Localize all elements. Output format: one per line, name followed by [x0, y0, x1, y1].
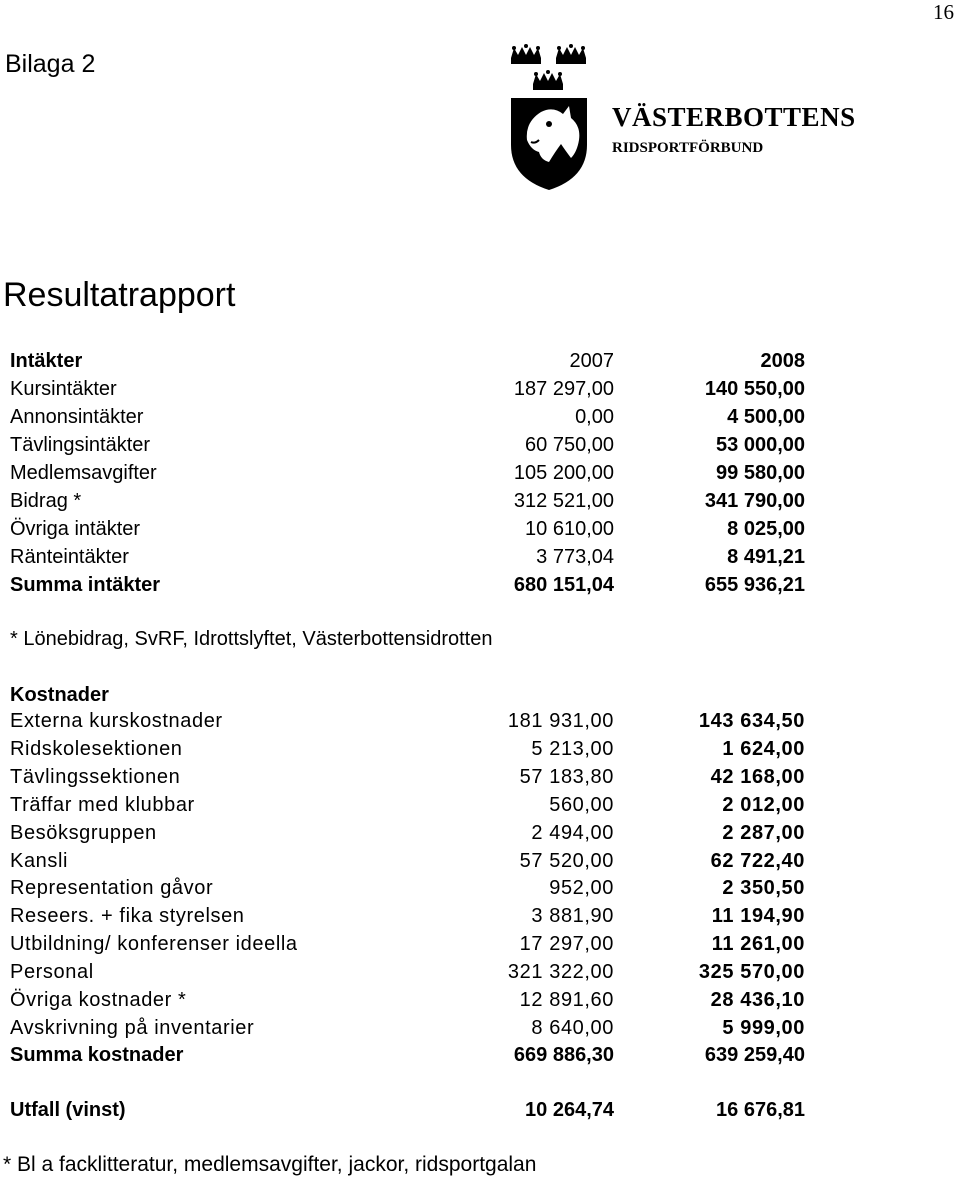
result-2007: 10 264,74	[525, 1099, 614, 1121]
value-2007: 10 610,00	[525, 518, 614, 540]
value-2007: 3 881,90	[531, 905, 614, 928]
costs-total-2007: 669 886,30	[513, 1044, 614, 1066]
value-2008: 325 570,00	[698, 961, 805, 984]
value-2007: 181 931,00	[507, 710, 614, 732]
costs-total-label: Summa kostnader	[10, 1044, 184, 1066]
row-label: Övriga intäkter	[10, 518, 141, 540]
appendix-label: Bilaga 2	[5, 50, 96, 78]
costs-heading: Kostnader	[10, 684, 109, 706]
crowns-and-horse-shield-icon	[505, 40, 615, 200]
value-2007: 60 750,00	[525, 434, 614, 456]
value-2007: 560,00	[549, 793, 614, 816]
table-row	[10, 850, 810, 878]
value-2008: 2 350,50	[722, 877, 805, 900]
row-label: Kursintäkter	[10, 378, 117, 400]
row-label: Avskrivning på inventarier	[10, 1016, 255, 1039]
value-2008: 341 790,00	[704, 490, 805, 512]
value-2007: 12 891,60	[519, 989, 614, 1011]
table-row	[10, 1017, 810, 1045]
row-label: Representation gåvor	[10, 877, 214, 900]
value-2008: 53 000,00	[716, 434, 805, 456]
result-row	[10, 1099, 810, 1127]
value-2007: 3 773,04	[536, 546, 614, 568]
logo-subtitle: RIDSPORTFÖRBUND	[612, 140, 764, 156]
table-row	[10, 933, 810, 961]
logo-title: VÄSTERBOTTENS	[612, 102, 856, 132]
row-label: Utbildning/ konferenser ideella	[10, 933, 298, 956]
row-label: Tävlingssektionen	[10, 765, 181, 788]
row-label: Reseers. + fika styrelsen	[10, 905, 245, 928]
row-label: Medlemsavgifter	[10, 462, 157, 484]
table-row	[10, 961, 810, 989]
table-row	[10, 710, 810, 738]
value-2008: 140 550,00	[704, 378, 805, 400]
table-row	[10, 794, 810, 822]
result-label: Utfall (vinst)	[10, 1099, 126, 1121]
table-row	[10, 546, 810, 574]
value-2008: 8 025,00	[727, 518, 805, 540]
value-2007: 0,00	[575, 406, 614, 428]
value-2008: 28 436,10	[710, 989, 805, 1011]
row-label: Besöksgruppen	[10, 821, 157, 844]
income-total-label: Summa intäkter	[10, 574, 161, 596]
row-label: Annonsintäkter	[10, 406, 144, 428]
value-2008: 99 580,00	[716, 462, 805, 484]
value-2007: 5 213,00	[531, 737, 614, 760]
costs-total-row	[10, 1044, 810, 1072]
table-row	[10, 518, 810, 546]
value-2007: 2 494,00	[531, 821, 614, 844]
value-2007: 8 640,00	[531, 1016, 614, 1039]
table-row	[10, 822, 810, 850]
value-2007: 57 183,80	[519, 765, 614, 788]
table-row	[10, 877, 810, 905]
table-row	[10, 766, 810, 794]
value-2008: 1 624,00	[722, 737, 805, 760]
income-total-2008: 655 936,21	[704, 574, 805, 596]
row-label: Ränteintäkter	[10, 546, 129, 568]
federation-logo	[505, 40, 885, 200]
value-2007: 321 322,00	[507, 961, 614, 984]
income-header-row	[10, 350, 810, 378]
row-label: Ridskolesektionen	[10, 737, 183, 760]
year-2007-header: 2007	[569, 350, 614, 372]
income-total-row	[10, 574, 810, 602]
row-label: Kansli	[10, 849, 69, 872]
value-2007: 187 297,00	[513, 378, 614, 400]
value-2007: 57 520,00	[519, 849, 614, 872]
value-2008: 143 634,50	[698, 710, 805, 732]
value-2008: 2 012,00	[722, 793, 805, 816]
value-2008: 5 999,00	[722, 1016, 805, 1039]
value-2008: 8 491,21	[727, 546, 805, 568]
value-2008: 42 168,00	[710, 765, 805, 788]
value-2007: 17 297,00	[519, 933, 614, 956]
value-2007: 312 521,00	[513, 490, 614, 512]
value-2008: 4 500,00	[727, 406, 805, 428]
table-row	[10, 434, 810, 462]
income-total-2007: 680 151,04	[513, 574, 614, 596]
table-row	[10, 738, 810, 766]
row-label: Tävlingsintäkter	[10, 434, 151, 456]
value-2008: 62 722,40	[710, 849, 805, 872]
table-row	[10, 406, 810, 434]
report-title: Resultatrapport	[3, 276, 236, 314]
page-number: 16	[933, 0, 954, 24]
row-label: Träffar med klubbar	[10, 793, 195, 816]
row-label: Externa kurskostnader	[10, 710, 223, 732]
table-row	[10, 490, 810, 518]
result-2008: 16 676,81	[716, 1099, 805, 1121]
row-label: Bidrag *	[10, 490, 82, 512]
costs-total-2008: 639 259,40	[704, 1044, 805, 1066]
value-2008: 11 194,90	[711, 905, 805, 928]
income-heading: Intäkter	[10, 350, 83, 372]
year-2008-header: 2008	[760, 350, 805, 372]
table-row	[10, 378, 810, 406]
table-row	[10, 462, 810, 490]
value-2007: 105 200,00	[513, 462, 614, 484]
row-label: Personal	[10, 961, 94, 984]
value-2007: 952,00	[549, 877, 614, 900]
footnote: * Bl a facklitteratur, medlemsavgifter, jackor, ridsportgalan	[3, 1153, 537, 1176]
table-row	[10, 905, 810, 933]
income-note: * Lönebidrag, SvRF, Idrottslyftet, Västerbottensidrotten	[10, 628, 493, 650]
value-2008: 2 287,00	[722, 821, 805, 844]
table-row	[10, 989, 810, 1017]
row-label: Övriga kostnader *	[10, 989, 187, 1011]
value-2008: 11 261,00	[711, 933, 805, 956]
